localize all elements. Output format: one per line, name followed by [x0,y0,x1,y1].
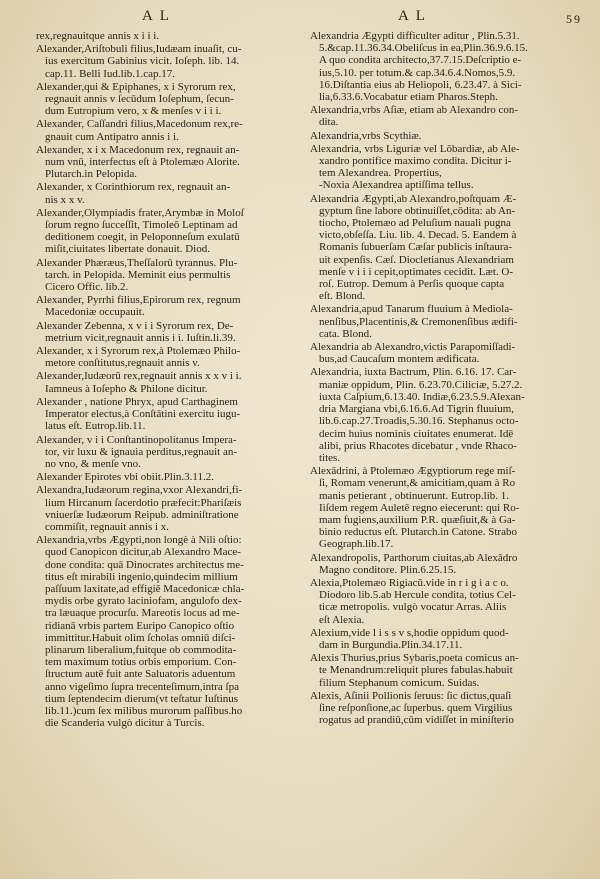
entry: Alexandropolis, Parthorum ciuitas,ab Alexādro Magno conditore. Plin.6.25.15. [310,551,518,576]
entry: Alexander, x i x Macedonum rex, regnauit an- num vnū, interfectus eſt à Ptolemæo Alorite. Plutarch.in Pelopida. [36,143,240,181]
entry: Alexander,Olympiadis frater,Arymbæ in Moloſ ſorum regno ſucceſſit, Timoleō Leptinam ad deditionem coegit, in Peloponneſum exulatū miſit,ciuitates libertate donauit. Diod. [36,206,244,256]
entry: Alexium,vide l i s s v s,hodie oppidum quod- dam in Burgundia.Plin.34.17.11. [310,626,509,651]
entry: Alexandria,vrbs Aſiæ, etiam ab Alexandro con- dita. [310,104,519,129]
entry: Alexander,Iudæorū rex,regnauit annis x x v i i. Iamneus à Ioſepho & Philone dicitur. [36,370,242,395]
page-number: 59 [566,12,582,26]
entry: Alexander , natione Phryx, apud Carthaginem Imperator electus,à Conſtātini exercitu iugu- latus eſt. Eutrop.lib.11. [36,395,241,433]
entry: Alexander, x i Syrorum rex,à Ptolemæo Philo- metore conſtitutus,regnauit annis v. [36,345,241,370]
entry: Alexandria Ægypti,ab Alexandro,poſtquam Æ- gyptum ſine labore obtinuiſſet,cōdita: ab An- tiocho, Ptolemæo ad Peluſium nauali pugna victo,obſeſſa. Liu. lib. 4. Decad. 5. Eandem à Romanis ſubuerſam Cæſar publicis inſtaura- uit expenſis. Cæſ. Diocletianus Alexandriam menſe v i i i cepit,optimates cecidit. Læt. O- roſ. Eutrop. Demum à Perſis quoque capta eſt. Blond. [310,192,517,303]
entry: Alexandria,vrbs Scythiæ. [310,129,422,142]
entry: Alexandria,vrbs Ægypti,non longè à Nili oſtio: quod Canopicon dicitur,ab Alexandro Mace- done condita: quā Dinocrates architectus me- titus eſt mirabili ingenio,quindecim millium paſſuum laxitate,ad effigiē Macedonicæ chla- mydis orbe gyrato laciniofam, angulofo dex- tra læuaque procurſu. Mareotis locus ad me- ridianā vrbis partem Euripo Canopico oſtio immittitur.Habuit olim ſcholas omniū diſci- plinarum liberalium,fuitque ob commodita- tem maximum totius orbis emporium. Con- ſtructum autē fuit ante Saluatoris aduentum anno vigeſimo ſupra trecenteſimum,intra ſpa tium ſeptendecim dierum(vt teſtatur Iuſtinus lib.11.)cum ſex milibus murorum paſſibus.ho die Scanderia vulgò dicitur à Turcis. [36,534,245,730]
entry: Alexander, Caſſandri filius,Macedonum rex,re- gnauit cum Antipatro annis i i. [36,118,243,143]
entry: Alexander Epirotes vbi obiit.Plin.3.11.2. [36,471,215,484]
entry: Alexādrini, à Ptolemæo Ægyptiorum rege miſ- ſi, Romam venerunt,& amicitiam,quam à Ro manis petierant , obtinuerunt. Eutrop.lib. 1. Iiſdem regem Auletē regno eiecerunt: qui Ro- mam fugiens,auxilium P.R. quæſiuit,& à Ga- binio reductus eſt. Plutarch.in Catone. Strabo Geograph.lib.17. [310,465,520,551]
entry: Alexandria, iuxta Bactrum, Plin. 6.16. 17. Car- maniæ oppidum, Plin. 6.23.70.Ciliciæ, 5.27.2. iuxta Caſpium,6.13.40. Indiæ,6.23.5.9.Alexan- dria Margiana vbi,6.16.6.Ad Tigrin fluuium, lib.6.cap.27.Troadis,5.30.16. Stephanus octo- decim huius nominis ciuitates enumerat. Idē alibi, prius Rhacotes dicebatur , vnde Rhaco- tites. [310,366,525,464]
entry: Alexander Phæræus,Theſſalorū tyrannus. Plu- tarch. in Pelopida. Meminit eius permultis Cicero Offic. lib.2. [36,256,238,294]
header-center-letters: A L [398,8,427,24]
entry: Alexandra,Iudæorum regina,vxor Alexandri,fi- lium Hircanum ſacerdotio præfecit:Phariſæis vniuerſæ Iudæorum Reipub. adminiſtratione commiſit, regnauit annis i x. [36,484,243,533]
entry: Alexander Zebenna, x v i i Syrorum rex, De- metrium vicit,regnauit annis i i. Iuſtin.li.39. [36,319,236,344]
right-column [310,30,574,727]
entry: Alexia,Ptolemæo Rigiacū.vide in r i g i a c o. Diodoro lib.5.ab Hercule condita, totius Cel- ticæ metropolis. vulgò vocatur Arras. Aliis eſt Alexia. [310,576,516,626]
entry: Alexander, v i i Conſtantinopolitanus Impera- tor, vir luxu & ignauia perditus,regnauit an- no vno, & menſe vno. [36,433,238,470]
running-head [0,8,600,30]
entry: Alexandria Ægypti difficulter aditur , Plin.5.31. 5.&cap.11.36.34.Obeliſcus in ea,Plin.36.9.6.15. A quo condita architecto,37.7.15.Deſcriptio e- ius,5.10. per totum.& cap.34.6.4.Nomos,5.9. 16.Diſtantia eius ab Heliopoli, 6.23.47. à Sici- lia,6.33.6.Vocabatur etiam Pharos.Steph. [310,30,528,104]
entry: Alexander, x Corinthiorum rex, regnauit an- nis x x v. [36,181,231,206]
entry: Alexandria, vrbs Liguriæ vel Lōbardiæ, ab Ale- xandro pontifice maximo condita. Dicitur i- tem Alexandrea. Propertius, -Noxia Alexandrea aptiſſima tellus. [310,142,520,192]
entry: rex,regnauitque annis x i i i. [36,30,160,42]
header-left-letters: A L [142,8,171,24]
left-column [36,30,298,730]
entry: Alexandria,apud Tanarum fluuium à Mediola- nenſibus,Placentinis,& Cremonenſibus ædifi- cata. Blond. [310,303,518,340]
entry: Alexander,qui & Epiphanes, x i Syrorum rex, regnauit annis v ſecūdum Ioſephum, ſecun- dum Eutropium vero, x & menſes v i i i. [36,80,236,118]
entry: Alexis Thurius,prius Sybaris,poeta comicus an- te Menandrum:reliquit plures fabulas.habuit filium Stephanum comicum. Suidas. [310,652,519,689]
entry: Alexis, Aſinii Pollionis ſeruus: ſic dictus,quaſi ſine reſponſione,ac ſuperbus. quem Virgilius rogatus ad prandiū,cūm vidiſſet in miniſterio [310,689,514,727]
entry: Alexandria ab Alexandro,victis Parapomiſſadi- bus,ad Caucaſum montem ædificata. [310,341,516,366]
entry: Alexander,Ariſtobuli filius,Iudæam inuaſit, cu- ius exercitum Gabinius vicit. Ioſeph. lib. 14. cap.11. Belli Iud.lib.1.cap.17. [36,43,242,80]
entry: Alexander, Pyrrhi filius,Epirorum rex, regnum Macedoniæ occupauit. [36,294,241,319]
